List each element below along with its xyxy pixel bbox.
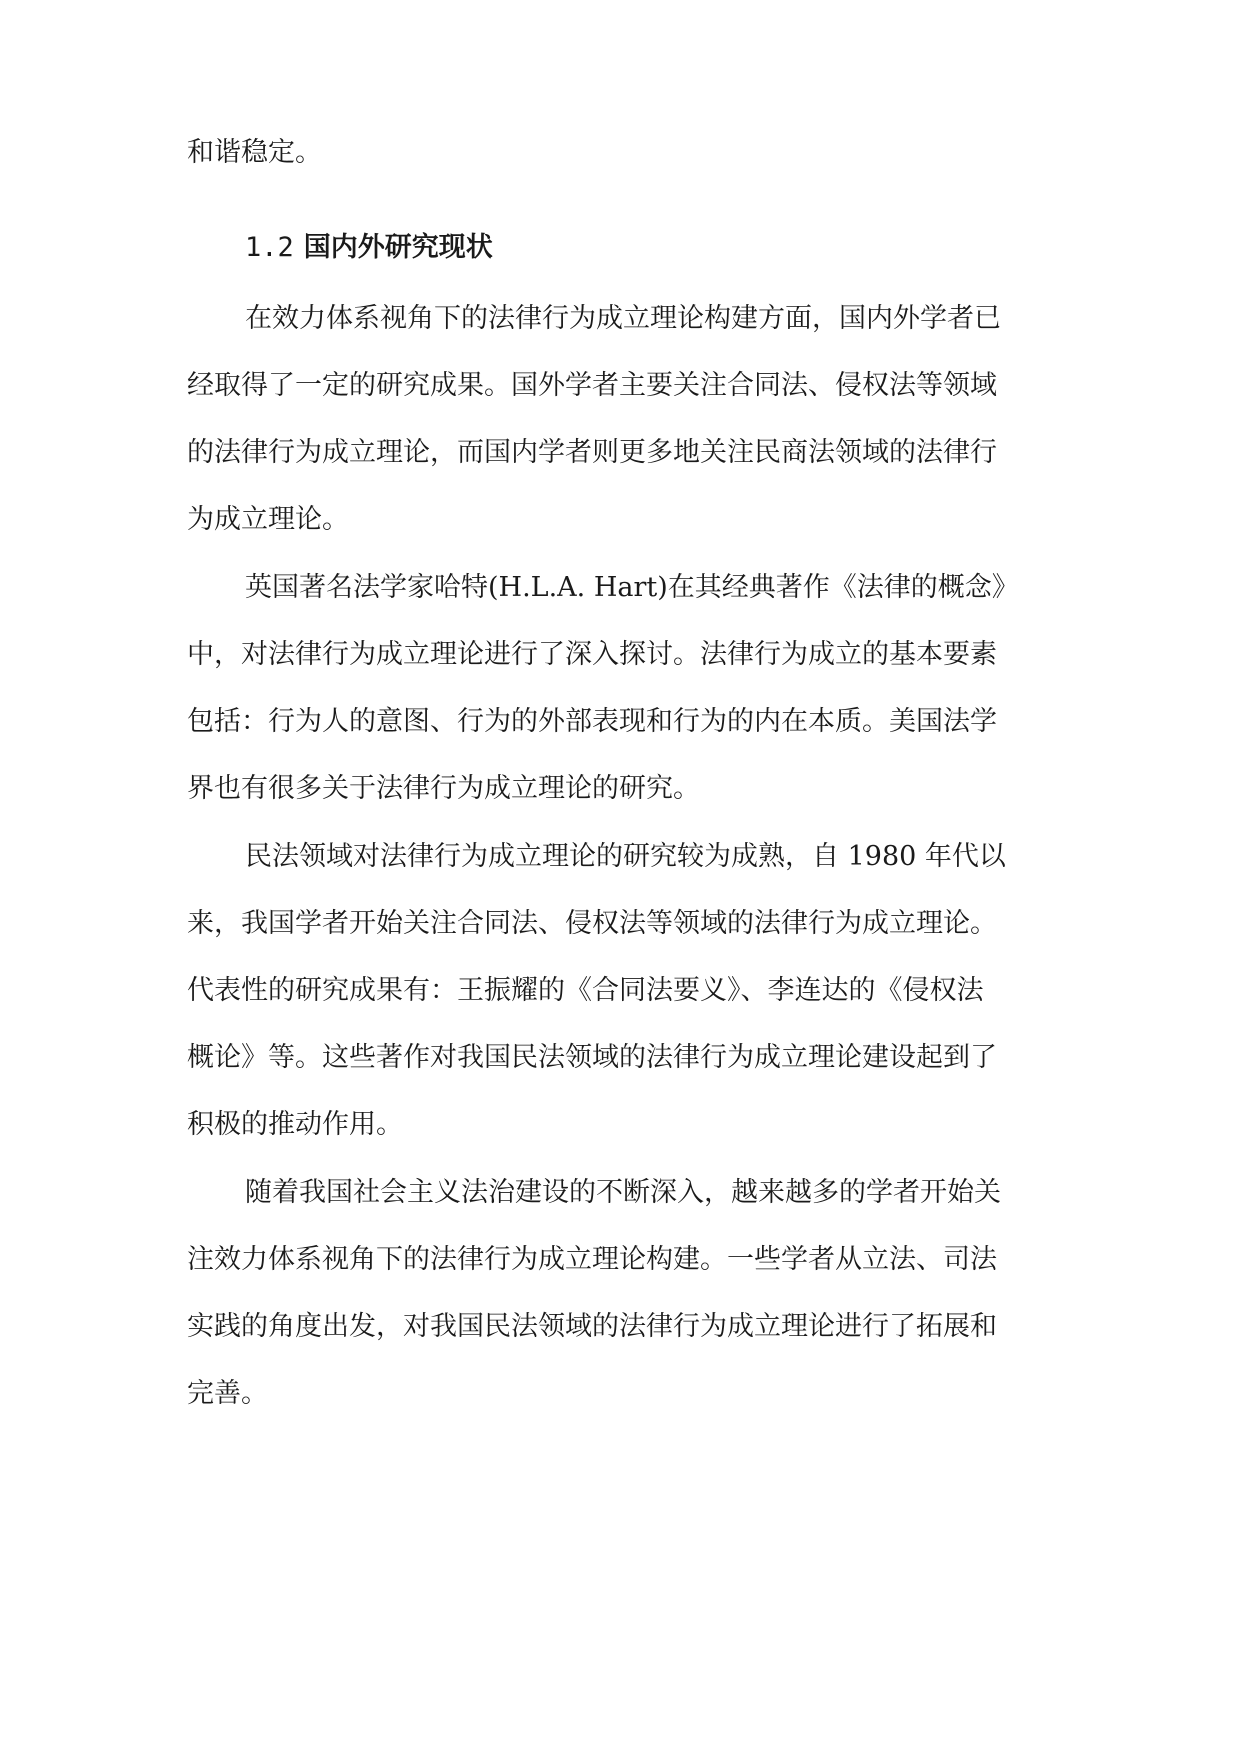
text-line: 来，我国学者开始关注合同法、侵权法等领域的法律行为成立理论。 [187, 908, 997, 939]
text-line: 代表性的研究成果有：王振耀的《合同法要义》、李连达的《侵权法 [187, 975, 984, 1006]
text-line: 包括：行为人的意图、行为的外部表现和行为的内在本质。美国法学 [187, 706, 997, 737]
paragraph-first-line: 随着我国社会主义法治建设的不断深入，越来越多的学者开始关 [245, 1177, 1001, 1208]
text-line: 中，对法律行为成立理论进行了深入探讨。法律行为成立的基本要素 [187, 639, 997, 670]
text-line: 完善。 [187, 1378, 268, 1409]
paragraph-first-line: 民法领域对法律行为成立理论的研究较为成熟，自 1980 年代以 [245, 841, 1006, 872]
section-title: 国内外研究现状 [303, 232, 493, 263]
paragraph-first-line: 英国著名法学家哈特(H.L.A. Hart)在其经典著作《法律的概念》 [245, 572, 1019, 603]
text-line: 界也有很多关于法律行为成立理论的研究。 [187, 773, 700, 804]
section-number: 1.2 [245, 232, 294, 263]
text-line: 积极的推动作用。 [187, 1109, 403, 1140]
text-line: 经取得了一定的研究成果。国外学者主要关注合同法、侵权法等领域 [187, 370, 997, 401]
text-line: 为成立理论。 [187, 504, 349, 535]
text-line: 概论》等。这些著作对我国民法领域的法律行为成立理论建设起到了 [187, 1042, 997, 1073]
section-heading [245, 228, 493, 268]
text-line: 实践的角度出发，对我国民法领域的法律行为成立理论进行了拓展和 [187, 1311, 997, 1342]
text-line: 和谐稳定。 [187, 137, 322, 168]
paragraph-first-line: 在效力体系视角下的法律行为成立理论构建方面，国内外学者已 [245, 303, 1001, 334]
text-line: 的法律行为成立理论，而国内学者则更多地关注民商法领域的法律行 [187, 437, 997, 468]
text-line: 注效力体系视角下的法律行为成立理论构建。一些学者从立法、司法 [187, 1244, 997, 1275]
